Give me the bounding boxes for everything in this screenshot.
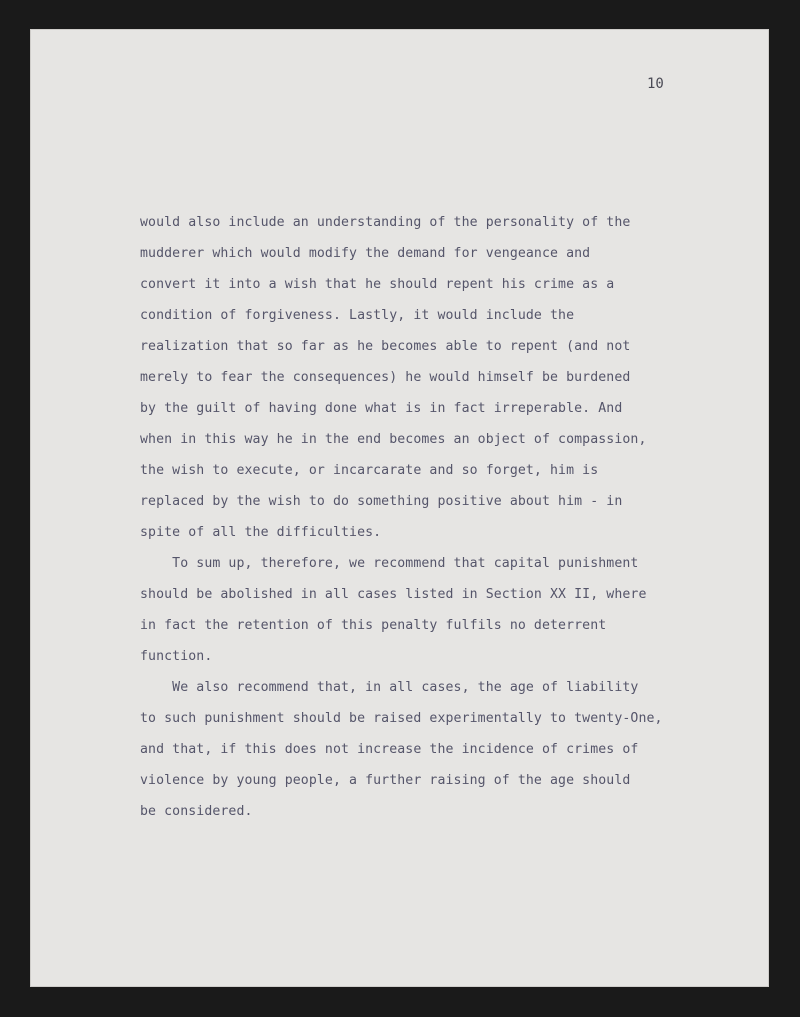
page-number: 10 [647, 76, 664, 92]
text-line: To sum up, therefore, we recommend that capital punishment [140, 556, 639, 571]
text-line: We also recommend that, in all cases, the age of liability [140, 680, 639, 695]
text-line: the wish to execute, or incarcarate and so forget, him is [140, 463, 599, 478]
text-line: condition of forgiveness. Lastly, it would include the [140, 308, 575, 323]
document-page [30, 29, 769, 987]
text-line: to such punishment should be raised experimentally to twenty-One, [140, 711, 663, 726]
text-line: would also include an understanding of the personality of the [140, 215, 631, 230]
text-line: mudderer which would modify the demand for vengeance and [140, 246, 591, 261]
text-line: violence by young people, a further raising of the age should [140, 773, 631, 788]
text-line: convert it into a wish that he should repent his crime as a [140, 277, 615, 292]
text-line: function. [140, 649, 213, 664]
text-line: spite of all the difficulties. [140, 525, 382, 540]
text-line: in fact the retention of this penalty fulfils no deterrent [140, 618, 607, 633]
text-line: and that, if this does not increase the incidence of crimes of [140, 742, 639, 757]
text-line: realization that so far as he becomes able to repent (and not [140, 339, 631, 354]
text-line: be considered. [140, 804, 253, 819]
text-line: by the guilt of having done what is in fact irreperable. And [140, 401, 623, 416]
text-line: replaced by the wish to do something positive about him - in [140, 494, 623, 509]
text-line: merely to fear the consequences) he would himself be burdened [140, 370, 631, 385]
text-line: when in this way he in the end becomes an object of compassion, [140, 432, 647, 447]
text-line: should be abolished in all cases listed in Section XX II, where [140, 587, 647, 602]
